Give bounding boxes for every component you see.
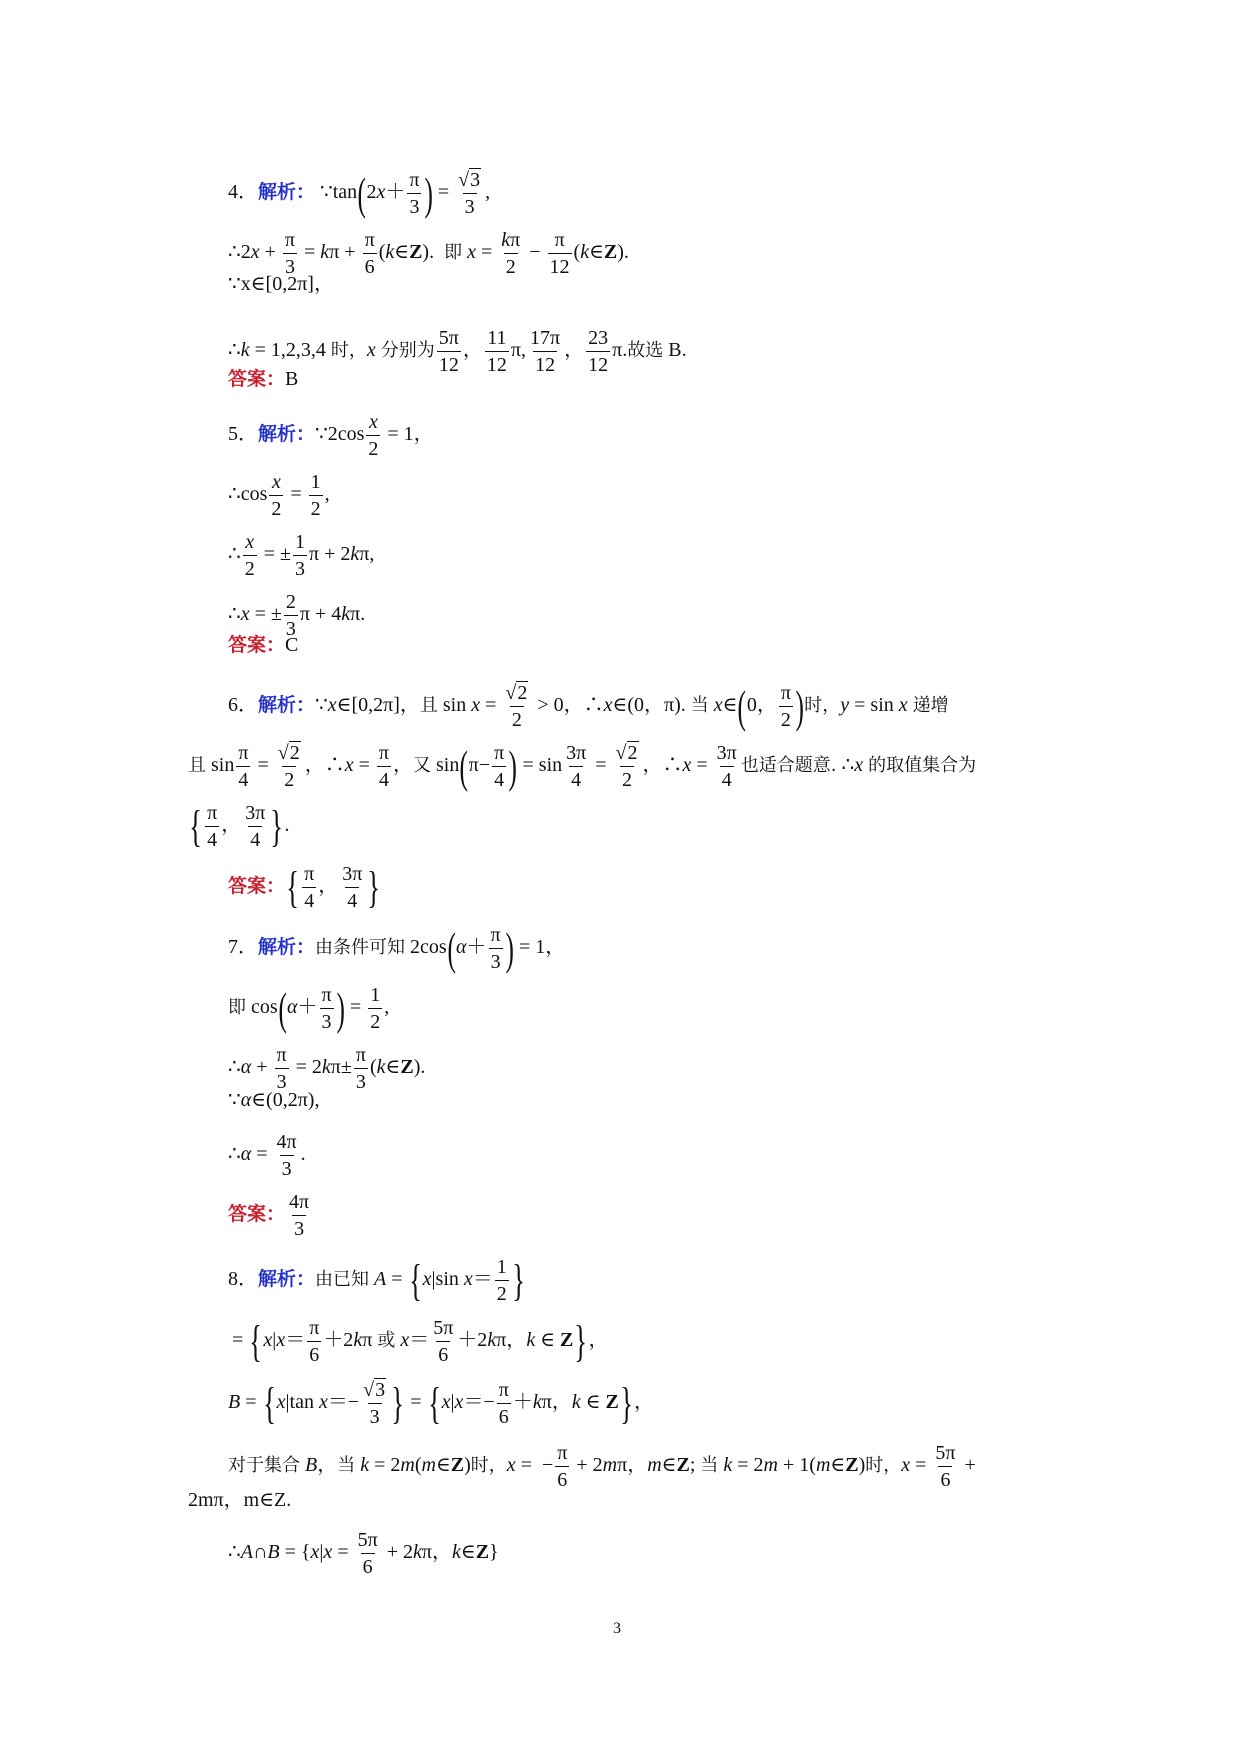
p8-line6: ∴A∩B = {x|x = $\frac{5\pi}{6}$ + 2kπ，k∈Z} xyxy=(228,1529,499,1578)
p4-daan-label: 答案： xyxy=(228,368,286,390)
p6-jiexi-label: 解析： xyxy=(258,694,316,717)
p5-answer-value: C xyxy=(285,634,299,656)
p8-line2: = {x|x＝ $\frac{\pi}{6}$ ＋2kπ 或 x＝ $\frac{5\pi}{6}$ ＋2kπ，k ∈ Z}， xyxy=(232,1316,609,1366)
p5-number: 5． xyxy=(228,423,258,446)
p4-jiexi-label: 解析： xyxy=(258,181,316,204)
p7-line1: 7．解析：由条件可知 2cos(α＋ $\frac{\pi}{3}$ ) = 1， xyxy=(228,922,566,974)
p6-line3: { $\frac{\pi}{4}$ ， $\frac{3\pi}{4}$ }. xyxy=(189,801,290,851)
p7-line2: 即 cos(α＋ $\frac{\pi}{3}$ ) = $\frac{1}{2}$ , xyxy=(228,982,390,1034)
p8-line1: 8．解析：由已知 A = {x|sin x＝ $\frac{1}{2}$ } xyxy=(228,1255,525,1305)
p8-line5: 2mπ，m∈Z. xyxy=(188,1489,292,1511)
p4-line4: ∴k = 1,2,3,4 时，x 分别为 $\frac{5\pi}{12}$ ， $\frac{11}{12}$ π, $\frac{17\pi}{12}$ ， $\frac{23}{12}$ π.故选 B. xyxy=(228,327,687,376)
page-number: 3 xyxy=(613,1620,621,1637)
p7-answer: 答案： $\frac{4\pi}{3}$ xyxy=(228,1191,310,1240)
p4-line1: 4．解析： ∵tan(2x＋ $\frac{\pi}{3}$ ) = $\frac{√3}{3}$ , xyxy=(228,167,491,219)
p6-line2: 且 sin $\frac{\pi}{4}$ = $\frac{√2}{2}$ ，∴x = $\frac{\pi}{4}$ ，又 sin(π− $\frac{\pi}{4}$ ) = sin $\frac{3\pi}{4}$ = $\frac{√2}{2}$ ，∴x = $\frac{3\pi}{4}$ 也适合题意. ∴x 的取值集合为 xyxy=(188,740,977,792)
p8-number: 8． xyxy=(228,1268,258,1291)
p7-line5: ∴α = $\frac{4\pi}{3}$ . xyxy=(228,1131,306,1180)
p6-number: 6． xyxy=(228,694,258,717)
p5-line2: ∴cos $\frac{x}{2}$ = $\frac{1}{2}$ , xyxy=(228,471,330,520)
p8-line4: 对于集合 B，当 k = 2m(m∈Z)时，x = − $\frac{\pi}{6}$ + 2mπ，m∈Z; 当 k = 2m + 1(m∈Z)时，x = $\frac{5\pi}{6}$ + xyxy=(228,1442,976,1491)
p7-daan-label: 答案： xyxy=(228,1203,286,1226)
p7-number: 7． xyxy=(228,936,258,959)
p5-line4: ∴x = ± $\frac{2}{3}$ π + 4kπ. xyxy=(228,591,366,640)
p7-line4: ∵α∈(0,2π), xyxy=(228,1089,320,1111)
p5-line1: 5．解析：∵2cos $\frac{x}{2}$ = 1， xyxy=(228,411,434,460)
p7-line3: ∴α + $\frac{\pi}{3}$ = 2kπ± $\frac{\pi}{3}$ (k∈Z). xyxy=(228,1044,426,1093)
p8-line3: B = {x|tan x＝− $\frac{√3}{3}$ } = {x|x＝− $\frac{\pi}{6}$ ＋kπ，k ∈ Z}， xyxy=(228,1378,654,1428)
p4-answer xyxy=(228,367,298,391)
p5-line3: ∴ $\frac{x}{2}$ = ± $\frac{1}{3}$ π + 2kπ, xyxy=(228,531,375,580)
p6-answer: 答案：{ $\frac{\pi}{4}$ ， $\frac{3\pi}{4}$ } xyxy=(228,862,381,912)
p8-jiexi-label: 解析： xyxy=(258,1268,316,1291)
p5-jiexi-label: 解析： xyxy=(258,423,316,446)
p6-daan-label: 答案： xyxy=(228,875,286,898)
p4-number: 4． xyxy=(228,181,258,204)
p7-jiexi-label: 解析： xyxy=(258,936,316,959)
p5-daan-label: 答案： xyxy=(228,634,286,656)
p4-line2: ∴2x + $\frac{\pi}{3}$ = kπ + $\frac{\pi}{6}$ (k∈Z). 即 x = $\frac{k\pi}{2}$ − $\frac{\pi}{12}$ (k∈Z). xyxy=(228,229,629,278)
p6-line1: 6．解析：∵x∈[0,2π]，且 sin x = $\frac{√2}{2}$ > 0，∴x∈(0，π). 当 x∈(0， $\frac{\pi}{2}$ )时，y = sin x 递增 xyxy=(228,680,949,732)
p5-answer xyxy=(228,633,298,657)
p4-answer-value: B xyxy=(285,368,299,390)
p4-line3: ∵x∈[0,2π]， xyxy=(228,273,334,295)
